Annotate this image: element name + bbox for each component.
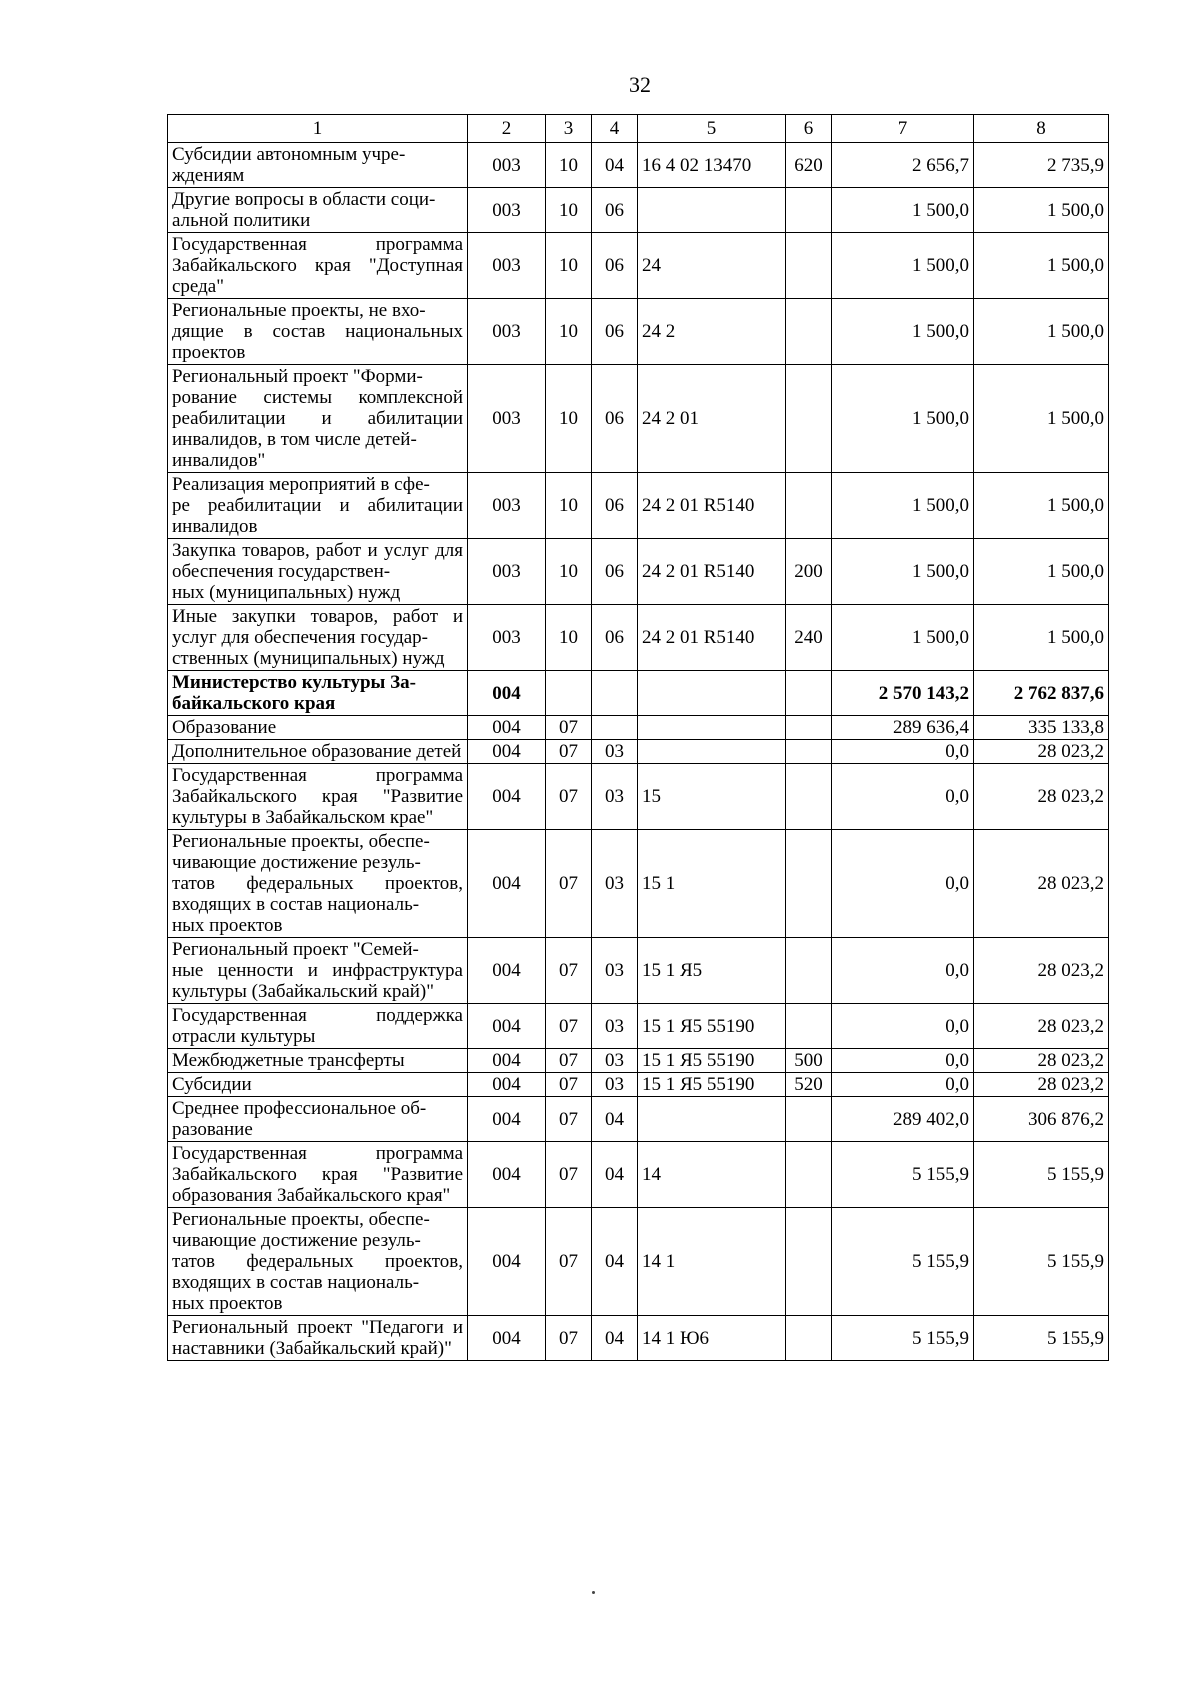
cell-name: Образование: [168, 716, 468, 740]
cell-name: Региональный проект "Форми- рование системы комплексной реабилитации и абилитации инвалидов, в том числе детей- инвалидов": [168, 365, 468, 473]
cell-amount-year-1: 0,0: [832, 740, 974, 764]
cell-subsection: 03: [592, 1049, 638, 1073]
cell-amount-year-1: 289 402,0: [832, 1097, 974, 1142]
cell-name: Среднее профессиональное об- разование: [168, 1097, 468, 1142]
cell-ministry-code: 004: [468, 830, 546, 938]
table-row: [168, 764, 1109, 830]
table-row: [168, 143, 1109, 188]
cell-amount-year-1: 1 500,0: [832, 473, 974, 539]
cell-section: 07: [546, 938, 592, 1004]
cell-ministry-code: 004: [468, 716, 546, 740]
cell-section: 10: [546, 299, 592, 365]
table-row: [168, 299, 1109, 365]
column-header: 1: [168, 115, 468, 143]
cell-ministry-code: 003: [468, 473, 546, 539]
cell-ministry-code: 004: [468, 671, 546, 716]
cell-amount-year-1: 5 155,9: [832, 1316, 974, 1361]
cell-name: Межбюджетные трансферты: [168, 1049, 468, 1073]
cell-name: Региональный проект "Семей- ные ценности и инфраструктура культуры (Забайкальский край)": [168, 938, 468, 1004]
cell-name: Другие вопросы в области соци- альной политики: [168, 188, 468, 233]
table-row: [168, 716, 1109, 740]
cell-subsection: 06: [592, 605, 638, 671]
cell-name: Министерство культуры За- байкальского края: [168, 671, 468, 716]
cell-ministry-code: 004: [468, 938, 546, 1004]
cell-amount-year-1: 1 500,0: [832, 539, 974, 605]
cell-amount-year-2: 28 023,2: [974, 1004, 1109, 1049]
cell-subsection: 06: [592, 365, 638, 473]
cell-ministry-code: 004: [468, 740, 546, 764]
column-header: 3: [546, 115, 592, 143]
table-header-row: [168, 115, 1109, 143]
cell-name: Закупка товаров, работ и услуг для обеспечения государствен- ных (муниципальных) нужд: [168, 539, 468, 605]
column-header: 2: [468, 115, 546, 143]
cell-expense-type: [786, 473, 832, 539]
cell-amount-year-1: 0,0: [832, 938, 974, 1004]
cell-amount-year-2: 5 155,9: [974, 1208, 1109, 1316]
cell-amount-year-2: 1 500,0: [974, 473, 1109, 539]
cell-ministry-code: 003: [468, 365, 546, 473]
cell-amount-year-1: 0,0: [832, 830, 974, 938]
table-row: [168, 938, 1109, 1004]
table-row: [168, 1049, 1109, 1073]
cell-amount-year-2: 28 023,2: [974, 740, 1109, 764]
cell-amount-year-2: 2 762 837,6: [974, 671, 1109, 716]
cell-subsection: 03: [592, 830, 638, 938]
cell-target-article: 24 2: [638, 299, 786, 365]
cell-expense-type: 200: [786, 539, 832, 605]
cell-amount-year-2: 1 500,0: [974, 539, 1109, 605]
cell-name: Субсидии: [168, 1073, 468, 1097]
table-row: [168, 1073, 1109, 1097]
cell-section: 10: [546, 605, 592, 671]
table-row: [168, 233, 1109, 299]
cell-name: Дополнительное образование детей: [168, 740, 468, 764]
cell-amount-year-2: 2 735,9: [974, 143, 1109, 188]
cell-target-article: 15 1: [638, 830, 786, 938]
cell-section: 10: [546, 539, 592, 605]
cell-amount-year-1: 1 500,0: [832, 233, 974, 299]
cell-amount-year-1: 0,0: [832, 1073, 974, 1097]
cell-amount-year-2: 28 023,2: [974, 1049, 1109, 1073]
cell-section: 10: [546, 188, 592, 233]
cell-ministry-code: 004: [468, 764, 546, 830]
cell-amount-year-2: 5 155,9: [974, 1316, 1109, 1361]
cell-subsection: 04: [592, 1208, 638, 1316]
table-row: [168, 1004, 1109, 1049]
cell-subsection: 06: [592, 233, 638, 299]
cell-section: 07: [546, 740, 592, 764]
cell-target-article: 24 2 01 R5140: [638, 473, 786, 539]
cell-ministry-code: 004: [468, 1316, 546, 1361]
cell-amount-year-1: 0,0: [832, 764, 974, 830]
table-row: [168, 365, 1109, 473]
cell-ministry-code: 003: [468, 143, 546, 188]
cell-subsection: 06: [592, 299, 638, 365]
cell-amount-year-2: 1 500,0: [974, 365, 1109, 473]
cell-name: Региональные проекты, не вхо- дящие в состав национальных проектов: [168, 299, 468, 365]
cell-expense-type: [786, 938, 832, 1004]
column-header: 4: [592, 115, 638, 143]
cell-amount-year-1: 5 155,9: [832, 1142, 974, 1208]
cell-target-article: 24 2 01: [638, 365, 786, 473]
cell-name: Государственная программа Забайкальского края "Развитие культуры в Забайкальском крае": [168, 764, 468, 830]
cell-subsection: [592, 671, 638, 716]
scan-mark: [592, 1591, 595, 1594]
cell-target-article: 24 2 01 R5140: [638, 539, 786, 605]
cell-expense-type: [786, 716, 832, 740]
cell-amount-year-1: 1 500,0: [832, 188, 974, 233]
cell-target-article: 14: [638, 1142, 786, 1208]
cell-subsection: 03: [592, 1004, 638, 1049]
cell-section: 07: [546, 1073, 592, 1097]
cell-amount-year-1: 1 500,0: [832, 299, 974, 365]
cell-target-article: 15 1 Я5 55190: [638, 1049, 786, 1073]
cell-ministry-code: 003: [468, 605, 546, 671]
cell-amount-year-1: 0,0: [832, 1049, 974, 1073]
page-number: 32: [629, 72, 651, 97]
cell-amount-year-1: 2 570 143,2: [832, 671, 974, 716]
cell-target-article: 15 1 Я5 55190: [638, 1073, 786, 1097]
cell-section: 07: [546, 1316, 592, 1361]
cell-amount-year-1: 1 500,0: [832, 365, 974, 473]
cell-target-article: 15: [638, 764, 786, 830]
cell-section: 10: [546, 143, 592, 188]
cell-subsection: 04: [592, 1316, 638, 1361]
cell-ministry-code: 004: [468, 1097, 546, 1142]
table-row: [168, 740, 1109, 764]
cell-target-article: [638, 716, 786, 740]
table-row: [168, 1097, 1109, 1142]
cell-expense-type: [786, 299, 832, 365]
cell-expense-type: [786, 365, 832, 473]
cell-name: Реализация мероприятий в сфе- ре реабилитации и абилитации инвалидов: [168, 473, 468, 539]
cell-target-article: 24 2 01 R5140: [638, 605, 786, 671]
cell-subsection: 03: [592, 938, 638, 1004]
cell-amount-year-2: 28 023,2: [974, 764, 1109, 830]
table-body: [168, 143, 1109, 1361]
cell-name: Региональные проекты, обеспе- чивающие достижение резуль- татов федеральных проектов, входящих в состав националь- ных проектов: [168, 830, 468, 938]
cell-ministry-code: 004: [468, 1049, 546, 1073]
cell-subsection: 04: [592, 1142, 638, 1208]
column-header: 5: [638, 115, 786, 143]
cell-section: 07: [546, 1049, 592, 1073]
cell-section: 10: [546, 365, 592, 473]
cell-amount-year-2: 28 023,2: [974, 1073, 1109, 1097]
cell-name: Региональный проект "Педагоги и наставники (Забайкальский край)": [168, 1316, 468, 1361]
cell-subsection: 06: [592, 539, 638, 605]
cell-section: 07: [546, 1142, 592, 1208]
cell-name: Государственная программа Забайкальского края "Развитие образования Забайкальского края": [168, 1142, 468, 1208]
cell-expense-type: 500: [786, 1049, 832, 1073]
cell-target-article: [638, 740, 786, 764]
cell-section: 07: [546, 1004, 592, 1049]
cell-section: 10: [546, 473, 592, 539]
cell-ministry-code: 003: [468, 299, 546, 365]
cell-target-article: 14 1 Ю6: [638, 1316, 786, 1361]
cell-subsection: 03: [592, 764, 638, 830]
cell-expense-type: [786, 1208, 832, 1316]
cell-expense-type: [786, 1316, 832, 1361]
cell-amount-year-1: 289 636,4: [832, 716, 974, 740]
column-header: 8: [974, 115, 1109, 143]
cell-name: Государственная поддержка отрасли культуры: [168, 1004, 468, 1049]
cell-target-article: [638, 671, 786, 716]
cell-expense-type: [786, 764, 832, 830]
cell-section: 10: [546, 233, 592, 299]
table-row: [168, 1208, 1109, 1316]
cell-name: Субсидии автономным учре- ждениям: [168, 143, 468, 188]
table-row: [168, 539, 1109, 605]
cell-amount-year-2: 335 133,8: [974, 716, 1109, 740]
cell-ministry-code: 003: [468, 233, 546, 299]
cell-ministry-code: 004: [468, 1004, 546, 1049]
cell-subsection: 04: [592, 143, 638, 188]
cell-target-article: 15 1 Я5 55190: [638, 1004, 786, 1049]
cell-subsection: 06: [592, 473, 638, 539]
table-row: [168, 671, 1109, 716]
cell-section: 07: [546, 764, 592, 830]
cell-ministry-code: 004: [468, 1208, 546, 1316]
table-row: [168, 1316, 1109, 1361]
cell-amount-year-1: 1 500,0: [832, 605, 974, 671]
cell-target-article: [638, 1097, 786, 1142]
cell-name: Государственная программа Забайкальского края "Доступная среда": [168, 233, 468, 299]
cell-name: Иные закупки товаров, работ и услуг для обеспечения государ- ственных (муниципальных) нужд: [168, 605, 468, 671]
cell-name: Региональные проекты, обеспе- чивающие достижение резуль- татов федеральных проектов, входящих в состав националь- ных проектов: [168, 1208, 468, 1316]
cell-amount-year-1: 5 155,9: [832, 1208, 974, 1316]
cell-subsection: 04: [592, 1097, 638, 1142]
cell-expense-type: 240: [786, 605, 832, 671]
cell-target-article: 24: [638, 233, 786, 299]
cell-target-article: [638, 188, 786, 233]
cell-amount-year-2: 28 023,2: [974, 830, 1109, 938]
cell-ministry-code: 004: [468, 1073, 546, 1097]
table-row: [168, 188, 1109, 233]
table-row: [168, 473, 1109, 539]
table-row: [168, 1142, 1109, 1208]
cell-subsection: 03: [592, 740, 638, 764]
cell-expense-type: [786, 1142, 832, 1208]
cell-expense-type: [786, 233, 832, 299]
cell-section: 07: [546, 830, 592, 938]
cell-target-article: 14 1: [638, 1208, 786, 1316]
cell-target-article: 16 4 02 13470: [638, 143, 786, 188]
cell-expense-type: 620: [786, 143, 832, 188]
cell-expense-type: [786, 671, 832, 716]
cell-ministry-code: 004: [468, 1142, 546, 1208]
cell-subsection: 06: [592, 188, 638, 233]
cell-ministry-code: 003: [468, 539, 546, 605]
cell-amount-year-2: 1 500,0: [974, 605, 1109, 671]
column-header: 6: [786, 115, 832, 143]
cell-expense-type: [786, 1097, 832, 1142]
cell-expense-type: [786, 1004, 832, 1049]
cell-amount-year-2: 1 500,0: [974, 299, 1109, 365]
cell-subsection: [592, 716, 638, 740]
cell-amount-year-1: 2 656,7: [832, 143, 974, 188]
table-row: [168, 830, 1109, 938]
cell-expense-type: [786, 830, 832, 938]
cell-expense-type: 520: [786, 1073, 832, 1097]
cell-amount-year-1: 0,0: [832, 1004, 974, 1049]
cell-section: 07: [546, 716, 592, 740]
cell-amount-year-2: 1 500,0: [974, 188, 1109, 233]
cell-amount-year-2: 306 876,2: [974, 1097, 1109, 1142]
cell-section: [546, 671, 592, 716]
cell-ministry-code: 003: [468, 188, 546, 233]
cell-expense-type: [786, 188, 832, 233]
cell-expense-type: [786, 740, 832, 764]
cell-section: 07: [546, 1097, 592, 1142]
table-row: [168, 605, 1109, 671]
cell-amount-year-2: 1 500,0: [974, 233, 1109, 299]
cell-section: 07: [546, 1208, 592, 1316]
cell-subsection: 03: [592, 1073, 638, 1097]
budget-table: [167, 114, 1109, 1361]
cell-amount-year-2: 28 023,2: [974, 938, 1109, 1004]
cell-target-article: 15 1 Я5: [638, 938, 786, 1004]
column-header: 7: [832, 115, 974, 143]
cell-amount-year-2: 5 155,9: [974, 1142, 1109, 1208]
